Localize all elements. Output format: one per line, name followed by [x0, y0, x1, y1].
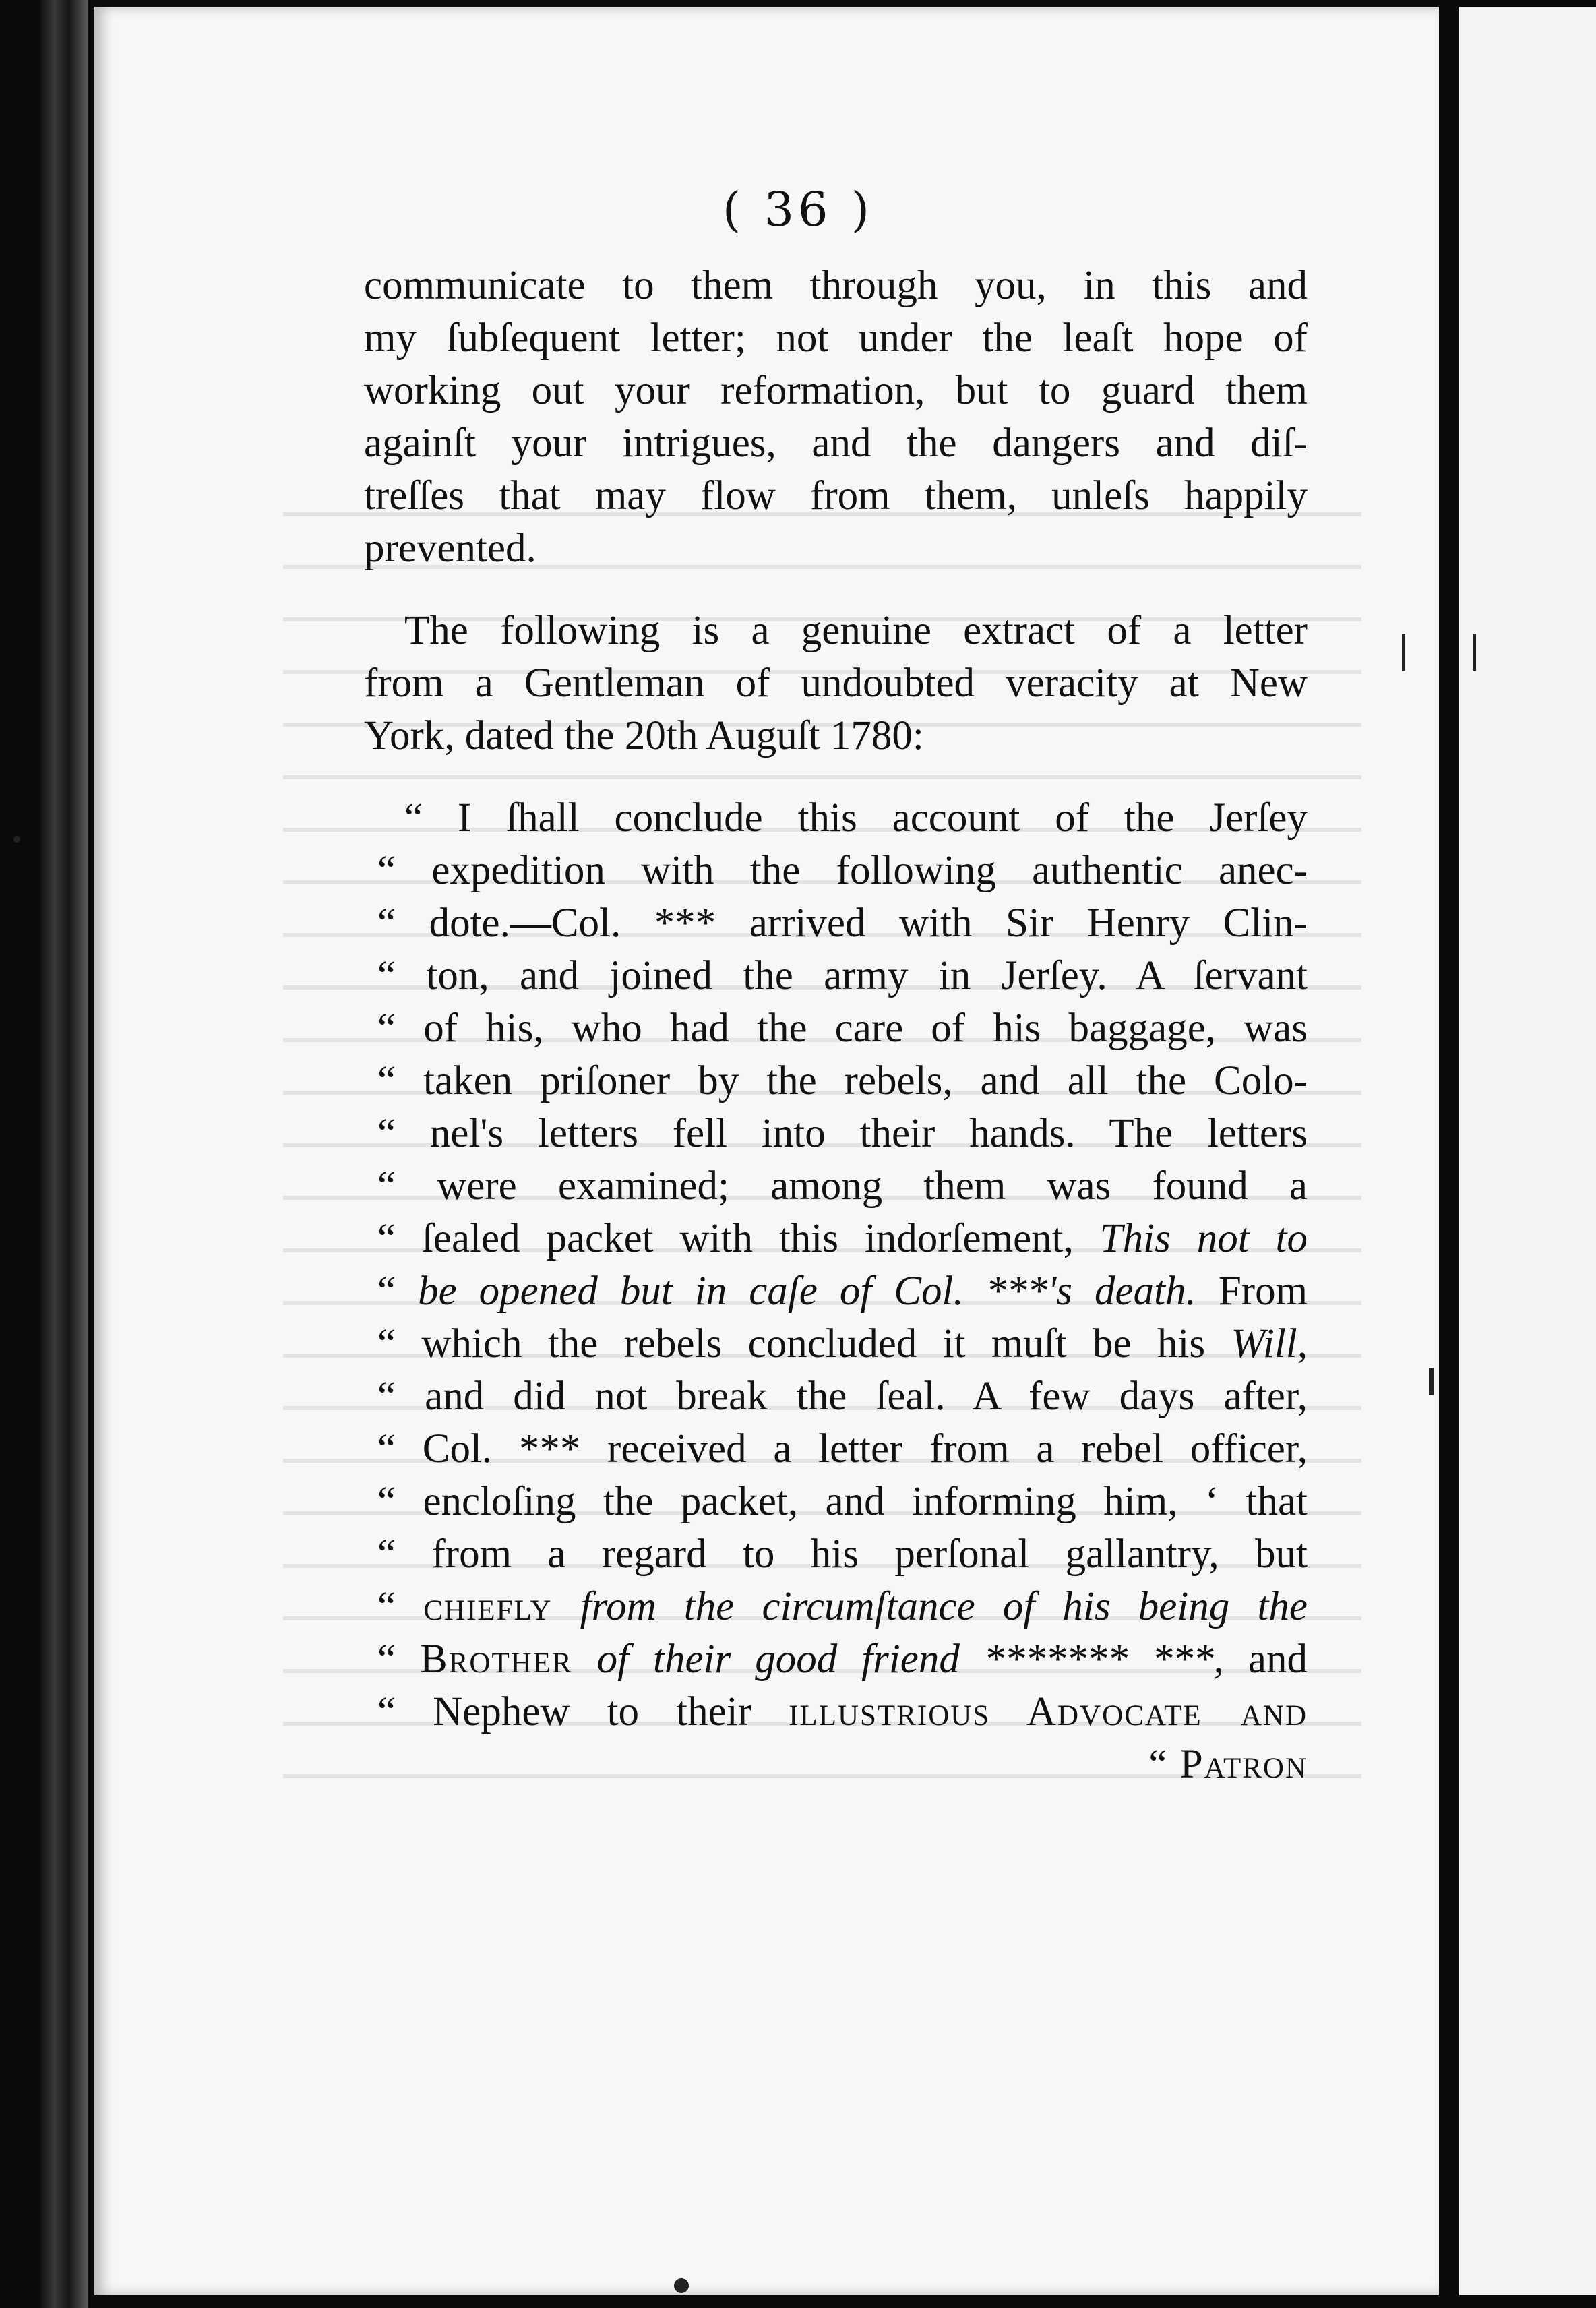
- margin-mark: [1473, 634, 1476, 671]
- quote-small-caps: chiefly: [423, 1584, 553, 1629]
- quote-text: “ ſealed packet with this indorſement,: [377, 1216, 1100, 1261]
- catchword: “ Patron: [1148, 1742, 1308, 1787]
- text-line: againſt your intrigues, and the dangers and diſ-: [364, 421, 1308, 466]
- quote-line: “ from a regard to his perſonal gallantry, but: [377, 1531, 1308, 1577]
- quote-text: , and: [1213, 1637, 1308, 1682]
- quote-line: “ of his, who had the care of his baggage, was: [377, 1006, 1308, 1051]
- quote-small-caps: illustrious Advocate and: [789, 1689, 1308, 1734]
- quote-line: “ taken priſoner by the rebels, and all the Colo-: [377, 1058, 1308, 1103]
- speck: [674, 2278, 689, 2293]
- text-line: prevented.: [364, 526, 536, 571]
- quote-italic: from the circumſtance of his being the: [552, 1584, 1308, 1629]
- quote-italic: of their good friend ******* ***: [572, 1637, 1214, 1682]
- margin-mark: [1429, 1368, 1434, 1395]
- quote-line: “ Col. *** received a letter from a rebel officer,: [377, 1426, 1308, 1471]
- text-line: from a Gentleman of undoubted veracity at New: [364, 661, 1308, 706]
- quote-line: [364, 1318, 1308, 1370]
- quote-line: [364, 1633, 1308, 1686]
- quote-text: “: [377, 1269, 419, 1314]
- quote-italic: This not to: [1099, 1216, 1308, 1261]
- quote-line: “ dote.—Col. *** arrived with Sir Henry Clin-: [377, 901, 1308, 946]
- page-number: ( 36 ): [722, 182, 874, 237]
- quote-line: [364, 1686, 1308, 1738]
- quote-line: “ I ſhall conclude this account of the Jerſey: [404, 795, 1308, 841]
- quote-text: From: [1196, 1269, 1308, 1314]
- quote-line: “ were examined; among them was found a: [377, 1163, 1308, 1209]
- quote-line: “ encloſing the packet, and informing him, ‘ that: [377, 1479, 1308, 1524]
- quote-line: “ expedition with the following authentic anec-: [377, 848, 1308, 893]
- text-line: communicate to them through you, in this and: [364, 263, 1308, 308]
- quote-line: [364, 1581, 1308, 1633]
- quote-italic: Will,: [1231, 1321, 1308, 1366]
- book-spine-edge: [40, 0, 88, 2308]
- facing-page-edge: [1459, 7, 1596, 2295]
- quote-line: “ nel's letters fell into their hands. The letters: [377, 1111, 1308, 1156]
- quote-text: “: [377, 1637, 421, 1682]
- quote-text: “: [377, 1584, 424, 1629]
- quote-line: “ and did not break the ſeal. A few days after,: [377, 1374, 1308, 1419]
- quote-small-caps: Brother: [420, 1637, 573, 1682]
- quote-italic: be opened but in caſe of Col. ***'s death.: [418, 1269, 1196, 1314]
- quote-line: “ ton, and joined the army in Jerſey. A ſervant: [377, 953, 1308, 998]
- text-line: my ſubſequent letter; not under the leaſt hope of: [364, 315, 1308, 361]
- text-line: treſſes that may flow from them, unleſs happily: [364, 473, 1308, 518]
- speck: [13, 836, 20, 843]
- text-line: York, dated the 20th Auguſt 1780:: [364, 713, 924, 758]
- body-text: [364, 260, 1308, 1791]
- margin-mark: [1402, 634, 1405, 671]
- quote-text: “ which the rebels concluded it muſt be his: [377, 1321, 1231, 1366]
- quote-text: “ Nephew to their: [377, 1689, 789, 1734]
- text-line: The following is a genuine extract of a letter: [404, 608, 1308, 653]
- quote-line: [364, 1213, 1308, 1265]
- quote-line: [364, 1265, 1308, 1318]
- text-line: working out your reformation, but to guard them: [364, 368, 1308, 413]
